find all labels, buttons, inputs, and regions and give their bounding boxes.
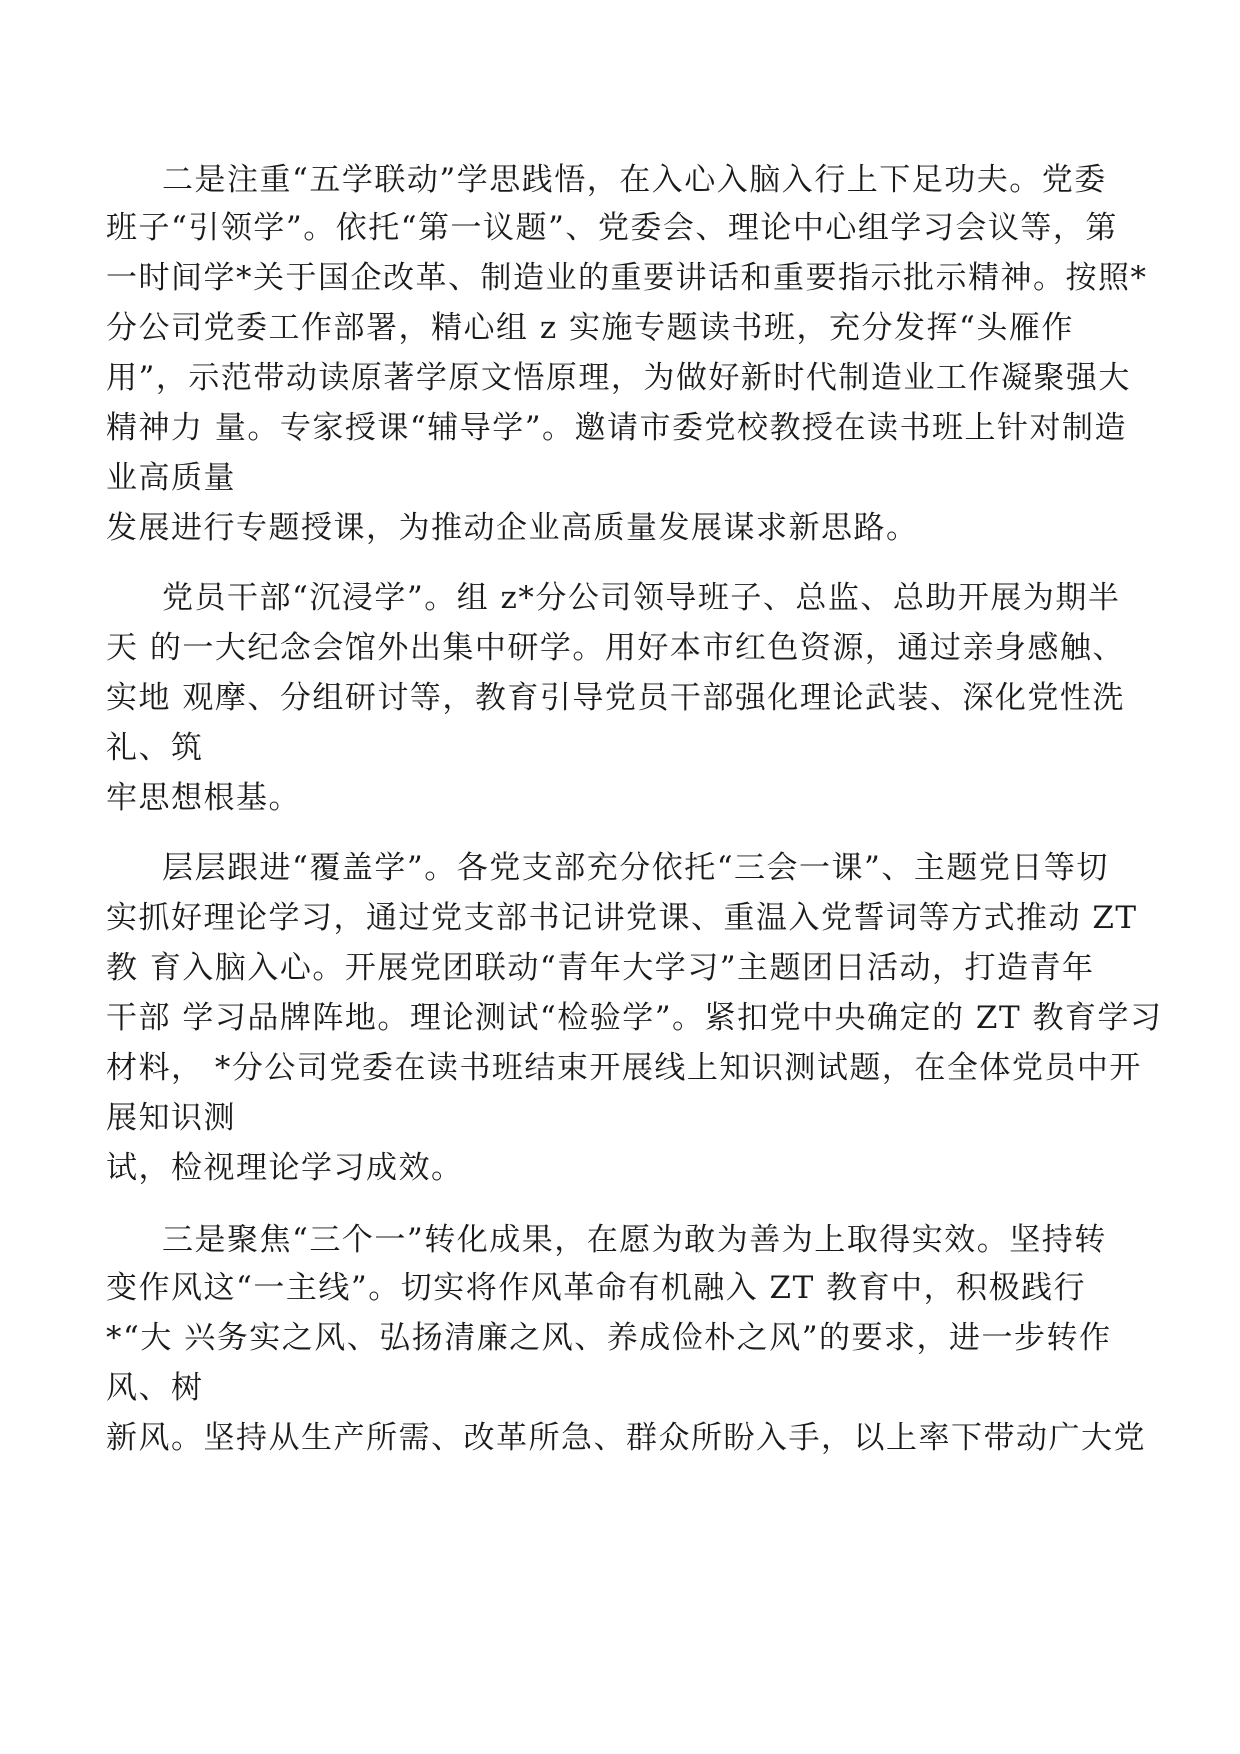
text-line: 干部 学习品牌阵地。理论测试“检验学”。紧扣党中央确定的 ZT 教育学习 [106, 1000, 1163, 1036]
text-line: 分公司党委工作部署，精心组 z 实施专题读书班，充分发挥“头雁作 [106, 310, 1074, 346]
text-line: 试，检视理论学习成效。 [106, 1150, 464, 1186]
text-line: 天 的一大纪念会馆外出集中研学。用好本市红色资源，通过亲身感触、 [106, 630, 1125, 666]
text-line: 材料， *分公司党委在读书班结束开展线上知识测试题，在全体党员中开 [106, 1050, 1142, 1086]
text-line: 一时间学*关于国企改革、制造业的重要讲话和重要指示批示精神。按照* [106, 260, 1148, 296]
text-line: 业高质量 [106, 460, 236, 496]
text-line: 风、树 [106, 1370, 204, 1406]
text-line: 二是注重“五学联动”学思践悟，在入心入脑入行上下足功夫。党委 [162, 162, 1107, 198]
text-line: 新风。坚持从生产所需、改革所急、群众所盼入手，以上率下带动广大党 [106, 1420, 1146, 1456]
text-line: 发展进行专题授课，为推动企业高质量发展谋求新思路。 [106, 510, 919, 546]
text-line: *“大 兴务实之风、弘扬清廉之风、养成俭朴之风”的要求，进一步转作 [106, 1320, 1112, 1356]
text-line: 教 育入脑入心。开展党团联动“青年大学习”主题团日活动，打造青年 [106, 950, 1095, 986]
text-line: 实抓好理论学习，通过党支部书记讲党课、重温入党誓词等方式推动 ZT [106, 900, 1138, 936]
text-line: 层层跟进“覆盖学”。各党支部充分依托“三会一课”、主题党日等切 [162, 850, 1109, 886]
text-line: 变作风这“一主线”。切实将作风革命有机融入 ZT 教育中，积极践行 [106, 1270, 1087, 1306]
text-line: 展知识测 [106, 1100, 236, 1136]
text-line: 三是聚焦“三个一”转化成果，在愿为敢为善为上取得实效。坚持转 [162, 1222, 1107, 1258]
text-line: 班子“引领学”。依托“第一议题”、党委会、理论中心组学习会议等，第 [106, 210, 1118, 246]
text-line: 党员干部“沉浸学”。组 z*分公司领导班子、总监、总助开展为期半 [162, 580, 1121, 616]
text-line: 用”，示范带动读原著学原文悟原理，为做好新时代制造业工作凝聚强大 [106, 360, 1131, 396]
text-line: 实地 观摩、分组研讨等，教育引导党员干部强化理论武装、深化党性洗 [106, 680, 1125, 716]
text-line: 牢思想根基。 [106, 780, 301, 816]
text-line: 礼、筑 [106, 730, 204, 766]
text-line: 精神力 量。专家授课“辅导学”。邀请市委党校教授在读书班上针对制造 [106, 410, 1128, 446]
